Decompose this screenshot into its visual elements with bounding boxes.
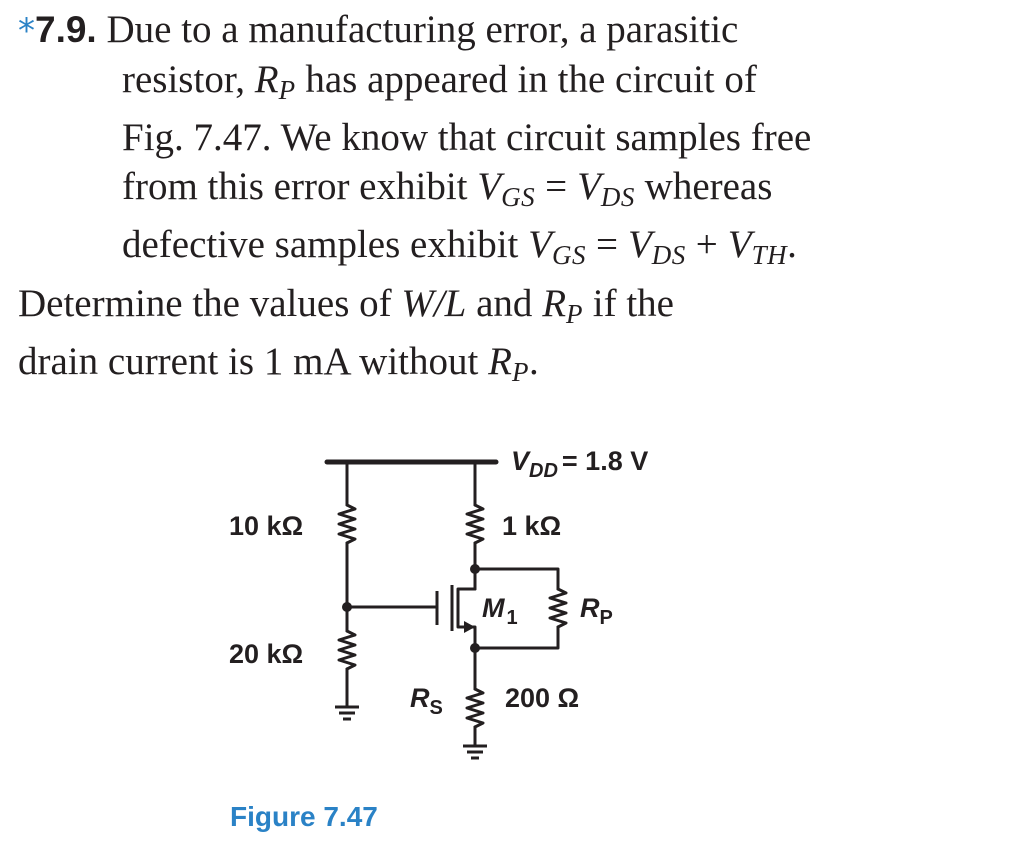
var-v: V xyxy=(727,223,752,266)
starred-marker: * xyxy=(18,11,35,51)
var-v: V xyxy=(528,223,552,266)
text-l6a: Determine the values of xyxy=(18,281,392,325)
resistor-1k xyxy=(467,505,483,543)
resistor-10k xyxy=(339,505,355,543)
resistor-20k xyxy=(339,631,355,669)
sub-ds: DS xyxy=(651,240,686,270)
sub-p: P xyxy=(511,357,529,387)
var-wl: W/L xyxy=(401,281,467,325)
text-l4b: whereas xyxy=(644,164,773,208)
wire-rp-bottom xyxy=(475,627,558,648)
text-l3: Fig. 7.47. We know that circuit samples free xyxy=(122,116,812,159)
figure-caption: Figure 7.47 xyxy=(230,801,378,832)
mosfet-channel-leads xyxy=(458,589,475,689)
junction-dot xyxy=(342,602,352,612)
label-m1: M $_1$ xyxy=(482,593,518,629)
var-v: V xyxy=(627,223,652,266)
var-r: R xyxy=(542,281,567,325)
text-l2b: has appeared in the circuit of xyxy=(305,57,757,101)
label-rs: $R_S$ xyxy=(410,683,443,719)
text-l2a: resistor, xyxy=(122,57,245,101)
text-l1: Due to a manufacturing error, a parasitic xyxy=(106,8,739,51)
equals-sign: = xyxy=(595,223,618,266)
text-l6b: and xyxy=(476,281,533,325)
var-r: R xyxy=(254,57,279,101)
ground-icon xyxy=(463,746,487,758)
vdd-label: $V_{DD} = 1.8$ V xyxy=(511,446,649,482)
ground-icon xyxy=(335,707,359,719)
sub-gs: GS xyxy=(501,181,536,212)
sub-ds: DS xyxy=(600,181,635,212)
junction-dot xyxy=(470,643,480,653)
plus-sign: + xyxy=(695,223,718,266)
problem-number: 7.9. xyxy=(35,9,97,50)
sub-gs: GS xyxy=(551,240,586,270)
resistor-rs xyxy=(467,689,483,727)
label-200: 200 Ω xyxy=(505,683,580,713)
sub-p: P xyxy=(566,298,584,329)
label-1k: 1 kΩ xyxy=(502,511,562,541)
var-r: R xyxy=(488,340,512,383)
text-l5: defective samples exhibit xyxy=(122,223,519,266)
label-20k: 20 kΩ xyxy=(229,639,304,669)
equals-sign: = xyxy=(545,164,568,208)
text-l4a: from this error exhibit xyxy=(122,164,468,208)
var-v: V xyxy=(577,164,601,208)
period: . xyxy=(528,340,539,383)
wire-rp-top xyxy=(475,569,558,589)
junction-dot xyxy=(470,564,480,574)
text-l7a: drain current is 1 mA without xyxy=(18,340,479,383)
sub-p: P xyxy=(278,74,296,105)
sub-th: TH xyxy=(751,240,788,270)
resistor-rp xyxy=(550,589,566,627)
period: . xyxy=(787,223,797,266)
var-v: V xyxy=(477,164,502,208)
label-rp: $R_P$ xyxy=(580,593,613,629)
label-10k: 10 kΩ xyxy=(229,511,304,541)
source-arrow-icon xyxy=(464,621,475,633)
text-l6c: if the xyxy=(592,281,674,325)
